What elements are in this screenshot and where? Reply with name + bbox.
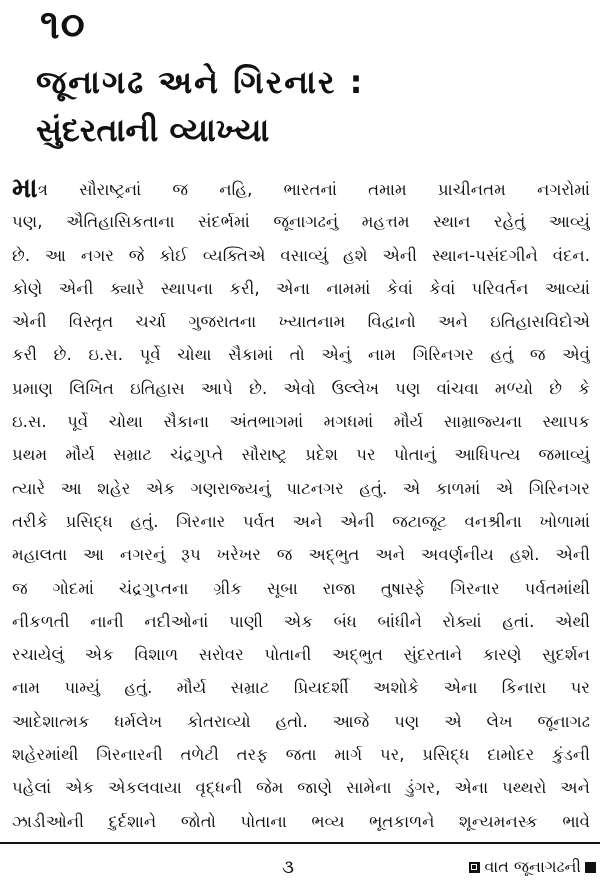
text-line: રચાયેલું એક વિશાળ સરોવર પોતાની અદ્ભુત સુંદરતાને કારણે સુદર્શન: [12, 645, 590, 665]
text-line: ઇ.સ. પૂર્વે ચોથા સૈકાના અંતભાગમાં મગધમાં મૌર્ય સામ્રાજ્યના સ્થાપક: [12, 412, 590, 432]
text-line: તરીકે પ્રસિદ્ધ હતું. ગિરનાર પર્વત અને એની જટાજૂટ વનશ્રીના ખોળામાં: [12, 511, 590, 531]
text-line: પ્રમાણ લિખિત ઇતિહાસ આપે છે. એવો ઉલ્લેખ પણ વાંચવા મળ્યો છે કે: [12, 378, 590, 398]
running-title: વાત જૂનાગઢની: [484, 857, 581, 876]
text-line: આદેશાત્મક ધર્મલેખ કોતરાવ્યો હતો. આજે પણ એ લેખ જૂનાગઢ: [12, 711, 590, 731]
text-line: કોણે એની ક્યારે સ્થાપના કરી, એના નામમાં કેવાં કેવાં પરિવર્તન આવ્યાં: [12, 278, 590, 298]
drop-cap: મા: [12, 173, 38, 204]
text-line: ઝાડીઓની દુર્દશાને જોતો પોતાના ભવ્ય ભૂતકાળને શૂન્યમનસ્ક ભાવે: [12, 811, 590, 831]
text-line: [12, 172, 590, 205]
chapter-number: ૧૦: [40, 2, 86, 48]
text-line: પણ, ઐતિહાસિકતાના સંદર્ભમાં જૂનાગઢનું મહત્તમ સ્થાન રહેતું આવ્યું: [12, 212, 590, 232]
running-footer: [469, 857, 596, 877]
text-line: એની વિસ્તૃત ચર્ચા ગુજરાતના ખ્યાતનામ વિદ્વાનો અને ઇતિહાસવિદોએ: [12, 312, 590, 332]
page-number: ૩: [282, 857, 294, 878]
footer-rule: [0, 842, 600, 844]
text-line: નામ પામ્યું હતું. મૌર્ય સમ્રાટ પ્રિયદર્શી અશોકે એના કિનારા પર: [12, 678, 590, 698]
text-line: છે. આ નગર જે કોઈ વ્યક્તિએ વસાવ્યું હશે એની સ્થાન-પસંદગીને વંદન.: [12, 245, 590, 265]
text-line: પહેલાં એક એકલવાયા વૃદ્ધની જેમ જાણે સામેના ડુંગર, એના પથ્થરો અને: [12, 778, 590, 798]
text-line: પ્રથમ મૌર્ય સમ્રાટ ચંદ્રગુપ્તે સૌરાષ્ટ્ર પ્રદેશ પર પોતાનું આધિપત્ય જમાવ્યું: [12, 445, 590, 465]
text-line-rest: ત્ર સૌરાષ્ટ્રનાં જ નહિ, ભારતનાં તમામ પ્રાચીનતમ નગરોમાં: [37, 180, 590, 199]
square-bullet-icon: [469, 862, 480, 873]
body-text: [12, 172, 590, 838]
chapter-title-line-2: સુંદરતાની વ્યાખ્યા: [36, 111, 270, 149]
square-bullet-icon: [585, 862, 596, 873]
text-line: કરી છે. ઇ.સ. પૂર્વે ચોથા સૈકામાં તો એનું નામ ગિરિનગર હતું જ એવું: [12, 345, 590, 365]
text-line: નીકળતી નાની નદીઓનાં પાણી એક બંધ બાંધીને રોક્યાં હતાં. એથી: [12, 611, 590, 631]
text-line: ત્યારે આ શહેર એક ગણરાજ્યનું પાટનગર હતું. એ કાળમાં એ ગિરિનગર: [12, 478, 590, 498]
text-line: મહાલતા આ નગરનું રૂપ ખરેખર જ અદ્ભુત અને અવર્ણનીય હશે. એની: [12, 545, 590, 565]
text-line: જ ગોદમાં ચંદ્રગુપ્તના ગ્રીક સૂબા રાજા તુષાસ્ફે ગિરનાર પર્વતમાંથી: [12, 578, 590, 598]
text-line: શહેરમાંથી ગિરનારની તળેટી તરફ જતા માર્ગ પર, પ્રસિદ્ધ દામોદર કુંડની: [12, 745, 590, 765]
chapter-title-line-1: જૂનાગઢ અને ગિરનાર :: [36, 63, 365, 101]
